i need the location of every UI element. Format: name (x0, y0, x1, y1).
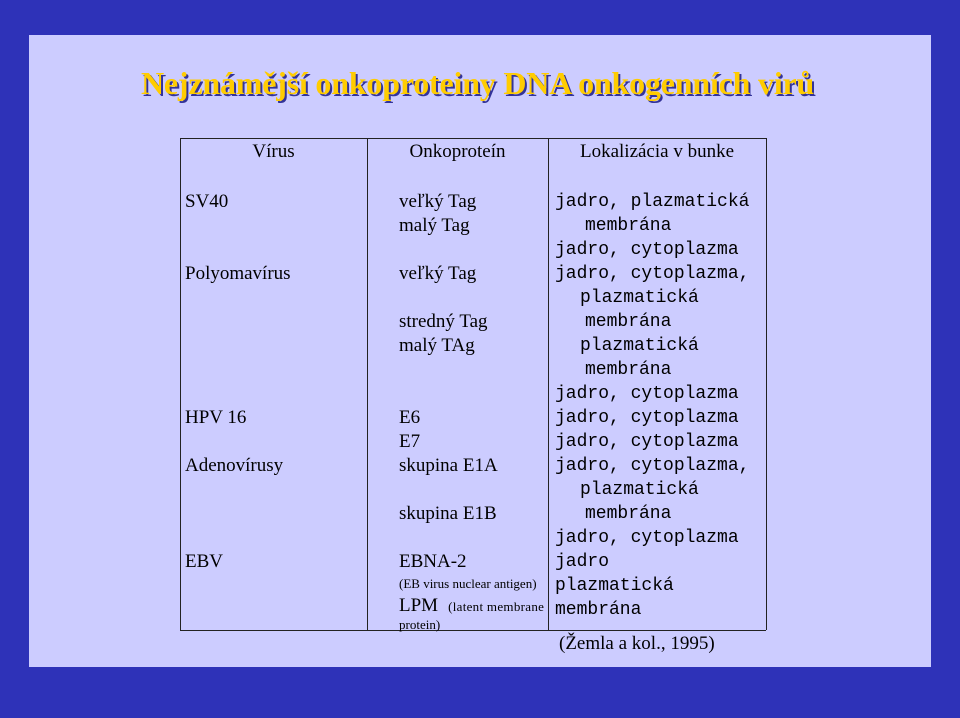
protein-adeno-2: skupina E1B (399, 503, 497, 524)
slide-panel (29, 35, 931, 667)
virus-polyoma: Polyomavírus (185, 263, 291, 284)
loc-polyoma-2: plazmatická (580, 288, 699, 308)
protein-sv40-1: veľký Tag (399, 191, 477, 212)
loc-adeno-1: jadro, cytoplazma, (555, 456, 750, 476)
protein-sv40-2: malý Tag (399, 215, 470, 236)
protein-ebv-2-label: LPM (399, 595, 439, 616)
protein-hpv16-1: E6 (399, 407, 421, 428)
loc-hpv16-1: jadro, cytoplazma (555, 408, 739, 428)
protein-hpv16-2: E7 (399, 431, 421, 452)
protein-polyoma-1: veľký Tag (399, 263, 477, 284)
protein-ebv-2-note: (latent membrane (448, 599, 545, 614)
loc-polyoma-1: jadro, cytoplazma, (555, 264, 750, 284)
table-border-left (180, 138, 181, 630)
header-virus: Vírus (252, 141, 295, 162)
loc-sv40-1: jadro, plazmatická (555, 192, 750, 212)
loc-ebv-2: plazmatická (555, 576, 674, 596)
loc-polyoma-5: membrána (585, 360, 672, 380)
table-border-right (766, 138, 767, 630)
protein-polyoma-3: malý TAg (399, 335, 475, 356)
loc-adeno-4: jadro, cytoplazma (555, 528, 739, 548)
slide-title: Nejznámější onkoproteiny DNA onkogenních virů (141, 65, 815, 101)
loc-adeno-3: membrána (585, 504, 672, 524)
table-border-bottom (180, 630, 766, 631)
virus-sv40: SV40 (185, 191, 229, 212)
protein-ebv-1-note: (EB virus nuclear antigen) (399, 576, 537, 591)
protein-ebv-2-note-cont: protein) (399, 617, 441, 632)
table-border-top (180, 138, 766, 139)
header-localization: Lokalizácia v bunke (579, 141, 735, 162)
protein-ebv-1: EBNA-2 (399, 551, 467, 572)
protein-adeno-1: skupina E1A (399, 455, 498, 476)
column-divider-1 (367, 138, 368, 630)
loc-ebv-3: membrána (555, 600, 642, 620)
protein-polyoma-2: stredný Tag (399, 311, 488, 332)
virus-ebv: EBV (185, 551, 223, 572)
loc-ebv-1: jadro (555, 552, 610, 572)
column-divider-2 (548, 138, 549, 630)
loc-polyoma-3: membrána (585, 312, 672, 332)
loc-polyoma-6: jadro, cytoplazma (555, 384, 739, 404)
loc-polyoma-4: plazmatická (580, 336, 699, 356)
loc-sv40-2: membrána (585, 216, 672, 236)
loc-adeno-2: plazmatická (580, 480, 699, 500)
loc-sv40-3: jadro, cytoplazma (555, 240, 739, 260)
header-protein: Onkoproteín (409, 141, 506, 162)
loc-hpv16-2: jadro, cytoplazma (555, 432, 739, 452)
virus-table (180, 138, 766, 630)
virus-adeno: Adenovírusy (185, 455, 284, 476)
virus-hpv16: HPV 16 (185, 407, 247, 428)
source-citation: (Žemla a kol., 1995) (559, 633, 715, 654)
